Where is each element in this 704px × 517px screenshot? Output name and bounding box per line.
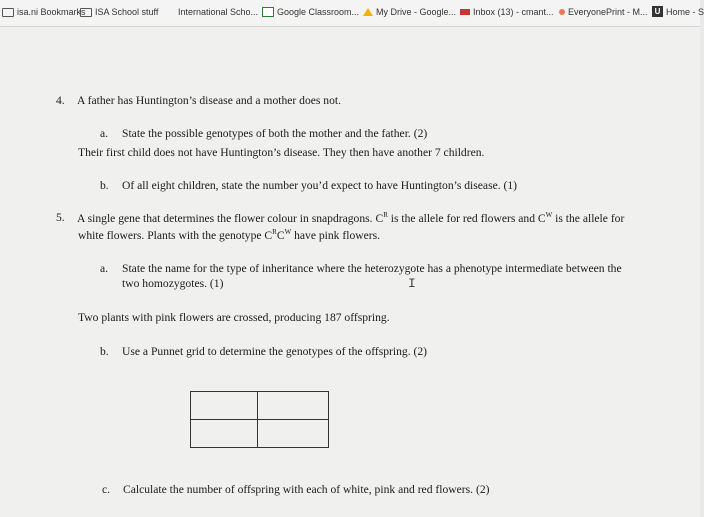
bookmark-isa-school-stuff[interactable]: ISA School stuff bbox=[80, 7, 158, 17]
question-5a-label: a. bbox=[100, 262, 109, 275]
question-4b-text: Of all eight children, state the number you’d expect to have Huntington’s disease. (1) bbox=[122, 179, 518, 192]
question-5-line-1: A single gene that determines the flower colour in snapdragons. $C^R$ is the allele for red flowers and $C^W$ is the allele for bbox=[77, 211, 625, 225]
question-5b-text: Use a Punnet grid to determine the genotypes of the offspring. (2) bbox=[122, 345, 428, 358]
u-icon: U bbox=[652, 6, 663, 17]
question-4a-text: State the possible genotypes of both the mother and the father. (2) bbox=[122, 127, 428, 140]
folder-icon bbox=[80, 8, 92, 17]
question-4-number: 4. bbox=[56, 94, 65, 107]
text-cursor-icon: I bbox=[408, 276, 416, 291]
bookmark-international-school[interactable]: International Scho... bbox=[178, 7, 259, 17]
question-5c-text: Calculate the number of offspring with each of white, pink and red flowers. (2) bbox=[123, 483, 490, 496]
bookmark-home[interactable]: U Home - S bbox=[652, 6, 704, 17]
gmail-icon bbox=[460, 9, 470, 15]
bookmark-inbox[interactable]: Inbox (13) - cmant... bbox=[460, 7, 554, 17]
google-drive-icon bbox=[363, 8, 373, 16]
question-5-context: Two plants with pink flowers are crossed, producing 187 offspring. bbox=[78, 311, 390, 324]
bookmark-icon bbox=[2, 8, 14, 17]
question-4-text: A father has Huntington’s disease and a mother does not. bbox=[77, 94, 342, 107]
question-5b-label: b. bbox=[100, 345, 109, 358]
question-5-number: 5. bbox=[56, 211, 65, 224]
everyoneprint-icon bbox=[559, 9, 565, 15]
question-4-context: Their first child does not have Huntington’s disease. They then have another 7 children. bbox=[78, 146, 485, 159]
google-classroom-icon bbox=[262, 7, 274, 17]
question-5a-text-line-1: State the name for the type of inheritance where the heterozygote has a phenotype intermediate between the bbox=[122, 262, 622, 275]
question-5c-label: c. bbox=[102, 483, 111, 496]
bookmarks-bar bbox=[0, 0, 704, 27]
punnett-grid bbox=[190, 391, 329, 448]
bookmark-everyoneprint[interactable]: EveryonePrint - M... bbox=[559, 7, 648, 17]
question-5a-text-line-2: two homozygotes. (1) bbox=[122, 277, 224, 290]
bookmark-my-drive[interactable]: My Drive - Google... bbox=[363, 7, 456, 17]
punnett-grid-horizontal-divider bbox=[191, 419, 328, 420]
question-4a-label: a. bbox=[100, 127, 109, 140]
question-5-line-2: white flowers. Plants with the genotype $C^RC^W$ have pink flowers. bbox=[78, 228, 381, 242]
bookmark-isa-bookmarks[interactable]: isa.ni Bookmarks bbox=[2, 7, 86, 17]
question-4b-label: b. bbox=[100, 179, 109, 192]
bookmark-google-classroom[interactable]: Google Classroom... bbox=[262, 7, 359, 17]
